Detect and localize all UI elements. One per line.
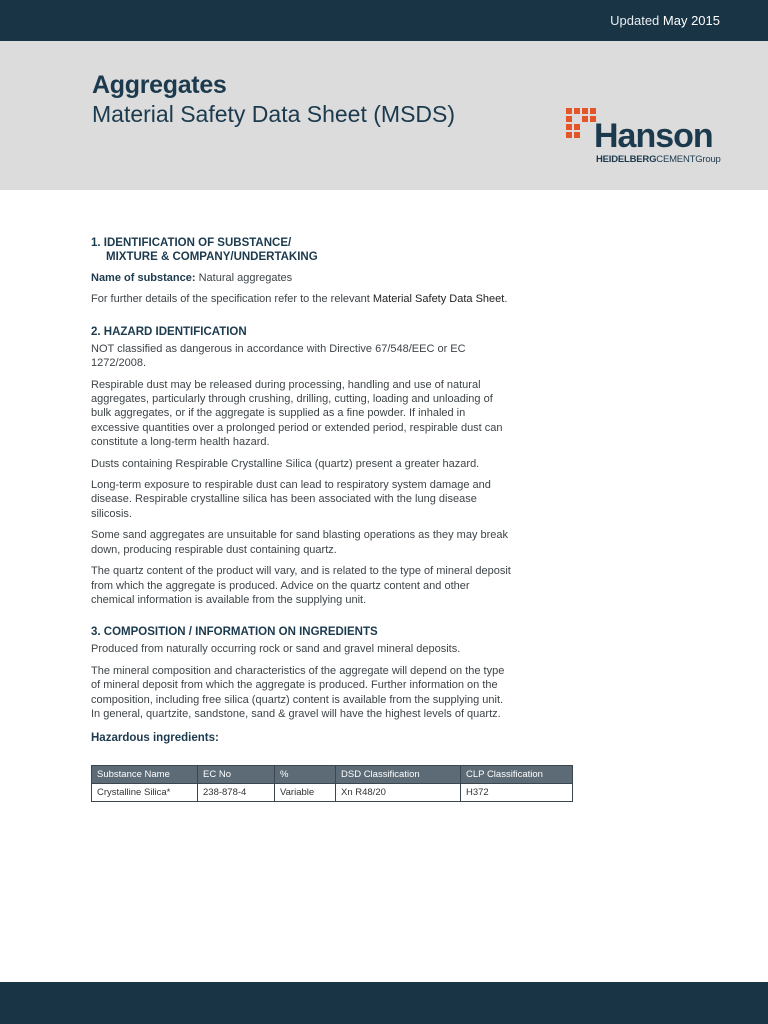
bottom-bar <box>0 982 768 1024</box>
logo-grid-icon <box>566 108 596 138</box>
composition-paragraph: Produced from naturally occurring rock or sand and gravel mineral deposits. <box>91 643 461 656</box>
substance-name-value: Natural aggregates <box>198 272 293 284</box>
table-cell: 238-878-4 <box>198 784 275 802</box>
page-title: Aggregates <box>92 71 227 99</box>
hazard-paragraph: Long-term exposure to respirable dust can lead to respiratory system damage and disease. Respirable crystalline silica has been associated with the lung disease silicosis. <box>91 479 491 520</box>
column-header: CLP Classification <box>461 766 573 784</box>
table-cell: Xn R48/20 <box>336 784 461 802</box>
composition-paragraph: The mineral composition and characteristics of the aggregate will depend on the type of mineral deposit from which the aggregate is produced. Further information on the composition, including free silica (quartz) content is available from the supplying unit. In general, quartzite, sandstone, sand & gravel will have the highest levels of quartz. <box>91 664 505 720</box>
table-header-row <box>92 766 573 784</box>
updated-month: May 2015 <box>662 13 720 28</box>
hazard-paragraph: Respirable dust may be released during processing, handling and use of natural aggregates, particularly through crushing, drilling, cutting, loading and unloading of bulk aggregates, or if the aggregate is supplied as a fine powder. If inhaled in excessive quantities over a prolonged period or extended period, respirable dust can constitute a long-term health hazard. <box>91 378 503 449</box>
document-body <box>91 236 511 752</box>
column-header: EC No <box>198 766 275 784</box>
hazard-paragraph: Dusts containing Respirable Crystalline Silica (quartz) present a greater hazard. <box>91 457 480 470</box>
column-header: DSD Classification <box>336 766 461 784</box>
updated-label: Updated <box>610 13 660 28</box>
section-3-heading: 3. COMPOSITION / INFORMATION ON INGREDIENTS <box>91 626 378 639</box>
hazard-paragraph: The quartz content of the product will vary, and is related to the type of mineral deposit from which the aggregate is produced. Advice on the quartz content and other chemical information is available from the supplying unit. <box>91 565 511 606</box>
column-header: Substance Name <box>92 766 198 784</box>
logo-subline: HEIDELBERGCEMENTGroup <box>596 154 721 165</box>
substance-name-label: Name of substance: <box>91 272 196 284</box>
section-2-heading: 2. HAZARD IDENTIFICATION <box>91 325 247 338</box>
hazard-paragraph: NOT classified as dangerous in accordance with Directive 67/548/EEC or EC 1272/2008. <box>91 342 466 370</box>
hazard-paragraph: Some sand aggregates are unsuitable for sand blasting operations as they may break down, producing respirable dust containing quartz. <box>91 529 509 556</box>
updated-date <box>610 13 720 28</box>
ingredients-table <box>91 765 573 802</box>
hazardous-ingredients-label: Hazardous ingredients: <box>91 732 219 745</box>
table-cell: Variable <box>275 784 336 802</box>
details-paragraph: For further details of the specification refer to the relevant Material Safety Data Sheet. <box>91 293 508 306</box>
page-subtitle: Material Safety Data Sheet (MSDS) <box>92 101 456 127</box>
hanson-logo <box>566 108 736 168</box>
logo-wordmark: Hanson <box>594 117 713 155</box>
column-header: % <box>275 766 336 784</box>
table-cell: H372 <box>461 784 573 802</box>
table-row <box>92 784 573 802</box>
section-1-heading: 1. IDENTIFICATION OF SUBSTANCE/ MIXTURE & COMPANY/UNDERTAKING <box>91 237 318 263</box>
table-cell: Crystalline Silica* <box>92 784 198 802</box>
substance-name <box>91 271 511 285</box>
top-bar <box>0 0 768 41</box>
msds-reference: Material Safety Data Sheet <box>372 293 505 306</box>
